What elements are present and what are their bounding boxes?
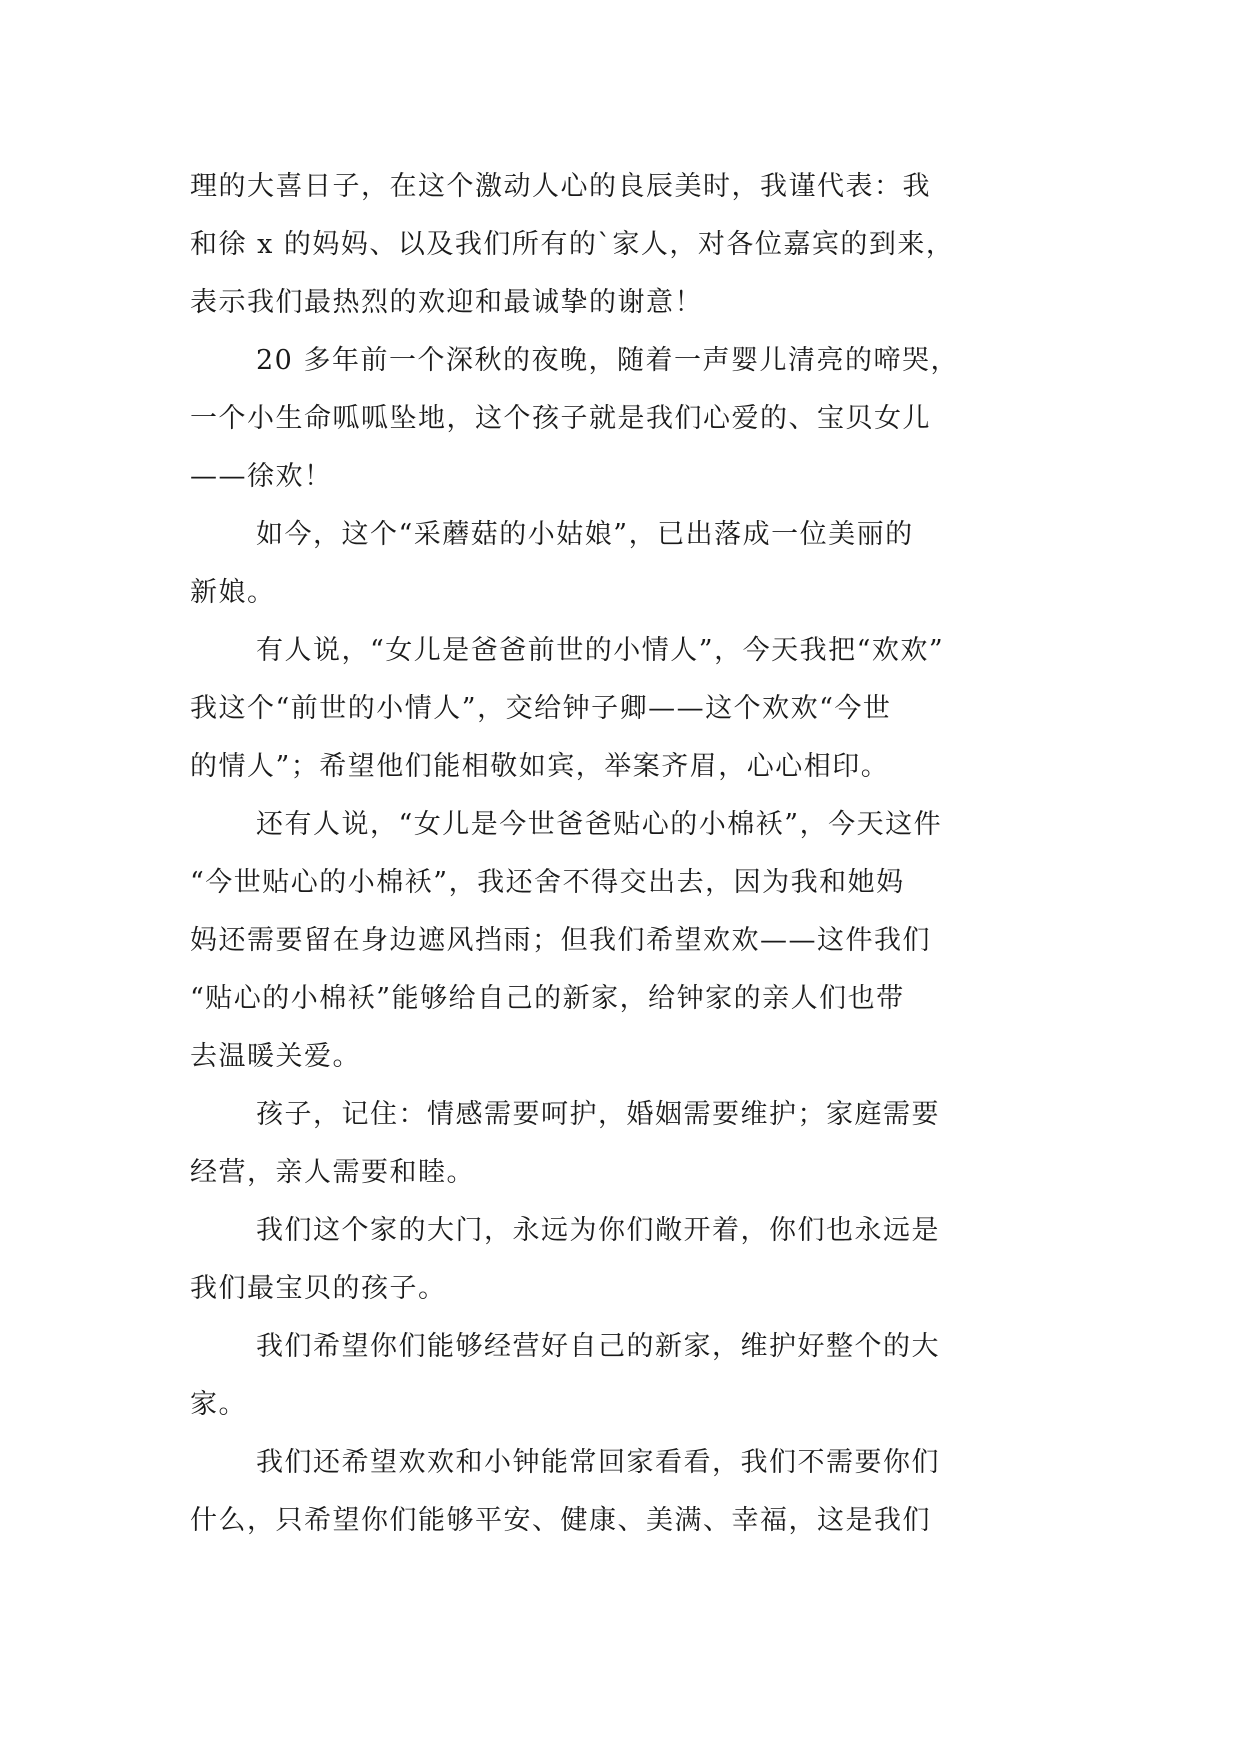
text-line: 什么，只希望你们能够平安、健康、美满、幸福，这是我们 xyxy=(190,1505,931,1536)
paragraph-start-line: 有人说，“女儿是爸爸前世的小情人”，今天我把“欢欢” xyxy=(256,635,945,666)
paragraph-start-line: 我们这个家的大门，永远为你们敞开着，你们也永远是 xyxy=(256,1215,940,1246)
text-line: 经营，亲人需要和睦。 xyxy=(190,1157,475,1188)
text-line: 表示我们最热烈的欢迎和最诚挚的谢意！ xyxy=(190,287,703,318)
paragraph-start-line: 孩子，记住：情感需要呵护，婚姻需要维护；家庭需要 xyxy=(256,1099,940,1130)
paragraph-start-line: 我们还希望欢欢和小钟能常回家看看，我们不需要你们 xyxy=(256,1447,940,1478)
text-line: 的情人”；希望他们能相敬如宾，举案齐眉，心心相印。 xyxy=(190,751,890,782)
text-line: 家。 xyxy=(190,1389,247,1420)
text-line: 新娘。 xyxy=(190,577,276,608)
text-line: 理的大喜日子，在这个激动人心的良辰美时，我谨代表：我 xyxy=(190,171,931,202)
paragraph-start-line: 我们希望你们能够经营好自己的新家，维护好整个的大 xyxy=(256,1331,940,1362)
text-line: 妈还需要留在身边遮风挡雨；但我们希望欢欢——这件我们 xyxy=(190,925,931,956)
text-line: “贴心的小棉袄”能够给自己的新家，给钟家的亲人们也带 xyxy=(190,983,905,1014)
paragraph-start-line: 还有人说，“女儿是今世爸爸贴心的小棉袄”，今天这件 xyxy=(256,809,943,840)
text-line: “今世贴心的小棉袄”，我还舍不得交出去，因为我和她妈 xyxy=(190,867,905,898)
text-line: 一个小生命呱呱坠地，这个孩子就是我们心爱的、宝贝女儿 xyxy=(190,403,931,434)
text-line: 我们最宝贝的孩子。 xyxy=(190,1273,447,1304)
paragraph-start-line: 20 多年前一个深秋的夜晚，随着一声婴儿清亮的啼哭， xyxy=(256,345,959,376)
text-line: 我这个“前世的小情人”，交给钟子卿——这个欢欢“今世 xyxy=(190,693,892,724)
text-line: 去温暖关爱。 xyxy=(190,1041,361,1072)
text-line: ——徐欢！ xyxy=(190,461,333,492)
text-line: 和徐 x 的妈妈、以及我们所有的`家人，对各位嘉宾的到来， xyxy=(190,229,955,260)
paragraph-start-line: 如今，这个“采蘑菇的小姑娘”，已出落成一位美丽的 xyxy=(256,519,914,550)
speech-body xyxy=(190,158,1050,1550)
